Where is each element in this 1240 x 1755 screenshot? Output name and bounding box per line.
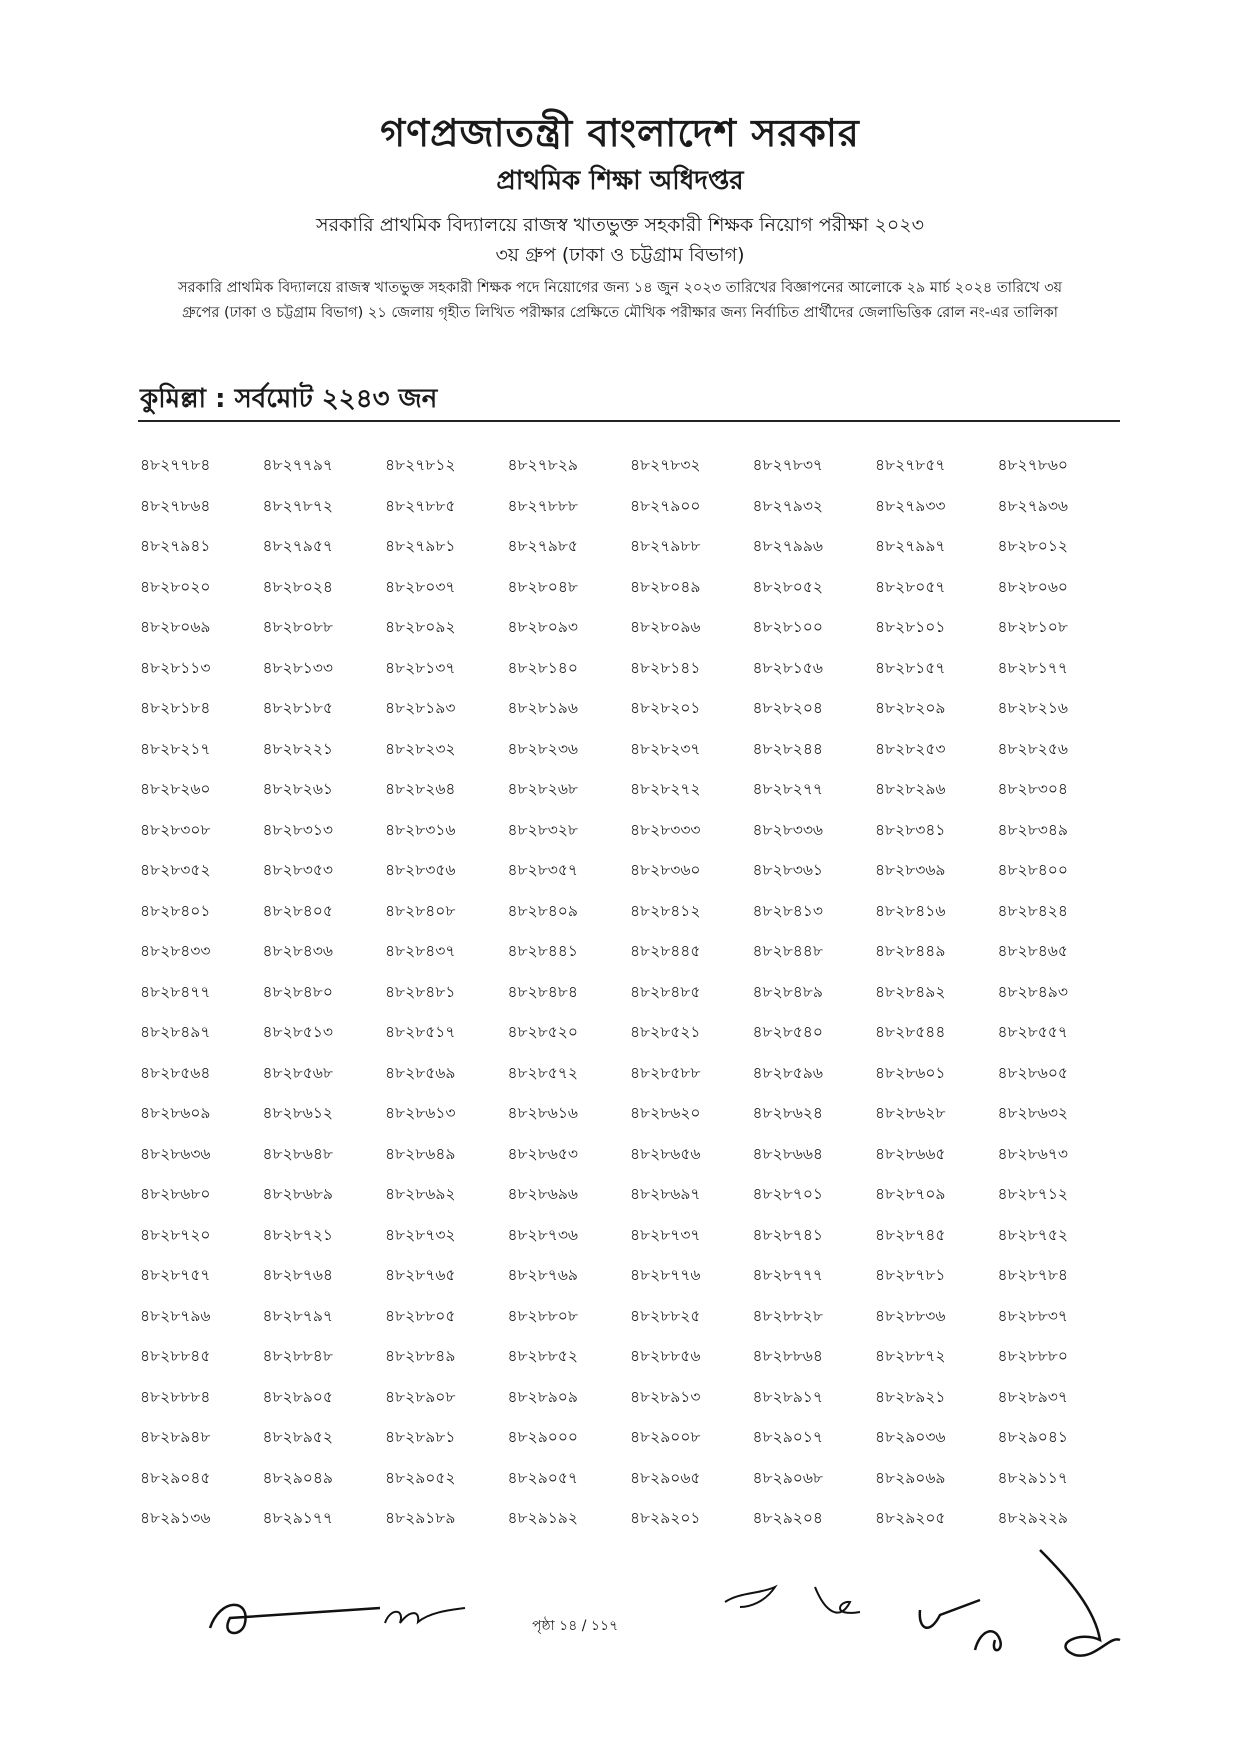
roll-number-cell: ৪৮২৮৮২৮ (752, 1306, 823, 1325)
roll-number-cell: ৪৮২৮৪৩৬ (262, 942, 333, 960)
roll-number-cell: ৪৮২৮৭৩৭ (630, 1225, 701, 1244)
roll-number-cell: ৪৮২৯০৫২ (385, 1468, 456, 1487)
roll-number-cell: ৪৮২৮১৯৩ (385, 699, 456, 717)
roll-number-cell: ৪৮২৮৫১৭ (385, 1023, 456, 1041)
roll-number-cell: ৪৮২৮০১২ (997, 537, 1068, 555)
roll-number-cell: ৪৮২৮৪৩৩ (140, 942, 211, 960)
roll-number-cell: ৪৮২৮৫৫৭ (997, 1023, 1068, 1041)
roll-number-cell: ৪৮২৯২০১ (630, 1509, 701, 1527)
roll-number-cell: ৪৮২৯০৪৯ (262, 1468, 333, 1487)
roll-number-cell: ৪৮২৮৮০৮ (507, 1306, 578, 1325)
roll-number-cell: ৪৮২৮৫৮৮ (630, 1063, 701, 1082)
roll-number-cell: ৪৮২৯০৬৮ (752, 1468, 823, 1487)
roll-number-cell: ৪৮২৮৭৯৭ (262, 1306, 333, 1325)
roll-number-cell: ৪৮২৮২৬৮ (507, 780, 578, 798)
roll-number-cell: ৪৮২৮৬৪৯ (385, 1144, 456, 1163)
roll-number-cell: ৪৮২৮২৩৭ (630, 739, 701, 758)
roll-number-cell: ৪৮২৮৩০৪ (997, 780, 1068, 798)
roll-number-cell: ৪৮২৭৮৮৫ (385, 496, 456, 515)
roll-number-cell: ৪৮২৮৪৬৫ (997, 942, 1068, 960)
roll-number-cell: ৪৮২৮৪৮১ (385, 982, 456, 1001)
roll-number-cell: ৪৮২৮৭৩২ (385, 1225, 456, 1244)
roll-number-cell: ৪৮২৮৭১২ (997, 1185, 1068, 1203)
roll-number-cell: ৪৮২৮১৪১ (630, 658, 701, 677)
roll-number-cell: ৪৮২৮৮৪৯ (385, 1347, 456, 1365)
roll-number-cell: ৪৮২৮৩২৮ (507, 820, 578, 839)
roll-number-cell: ৪৮২৮৪৮৫ (630, 982, 701, 1001)
roll-number-cell: ৪৮২৮১৮৫ (262, 699, 333, 717)
roll-number-cell: ৪৮২৭৯৯৭ (875, 537, 946, 555)
roll-number-cell: ৪৮২৯০১৭ (752, 1428, 823, 1446)
roll-number-cell: ৪৮২৯২২৯ (997, 1509, 1068, 1527)
roll-number-cell: ৪৮২৮৪০৯ (507, 901, 578, 920)
roll-number-cell: ৪৮২৯১৩৬ (140, 1509, 211, 1527)
heading-underline (138, 420, 1120, 422)
roll-number-cell: ৪৮২৮৯৩৭ (997, 1387, 1068, 1406)
roll-number-cell: ৪৮২৭৯৮১ (385, 537, 456, 555)
roll-number-cell: ৪৮২৮৪৪১ (507, 942, 578, 960)
roll-number-cell: ৪৮২৮৭৭৭ (752, 1266, 823, 1284)
roll-number-cell: ৪৮২৮৭৮৪ (997, 1266, 1068, 1284)
roll-number-cell: ৪৮২৯১১৭ (997, 1468, 1068, 1487)
roll-number-cell: ৪৮২৮৬৮০ (140, 1185, 211, 1203)
roll-number-cell: ৪৮২৮০৩৭ (385, 577, 456, 596)
roll-number-cell: ৪৮২৮৯২১ (875, 1387, 946, 1406)
roll-number-cell: ৪৮২৮৬৮৯ (262, 1185, 333, 1203)
roll-number-cell: ৪৮২৮৪০১ (140, 901, 211, 920)
roll-number-cell: ৪৮২৮২৫৩ (875, 739, 946, 758)
roll-number-cell: ৪৮২৮৬৯৭ (630, 1185, 701, 1203)
roll-number-cell: ৪৮২৭৯৩২ (752, 496, 823, 515)
roll-number-cell: ৪৮২৭৮৩২ (630, 456, 701, 474)
roll-number-cell: ৪৮২৯০৬৯ (875, 1468, 946, 1487)
roll-number-cell: ৪৮২৮৬১৩ (385, 1104, 456, 1122)
roll-number-cell: ৪৮২৮৭৪১ (752, 1225, 823, 1244)
roll-number-cell: ৪৮২৮৬৫৩ (507, 1144, 578, 1163)
roll-number-cell: ৪৮২৭৮৬৪ (140, 496, 211, 515)
roll-number-cell: ৪৮২৮৮৩৭ (997, 1306, 1068, 1325)
roll-number-cell: ৪৮২৮৪৪৯ (875, 942, 946, 960)
roll-number-cell: ৪৮২৮০৬৯ (140, 618, 211, 636)
roll-number-cell: ৪৮২৮৭০১ (752, 1185, 823, 1203)
roll-number-cell: ৪৮২৯২০৫ (875, 1509, 946, 1527)
roll-number-cell: ৪৮২৮০৪৯ (630, 577, 701, 596)
signature-4 (900, 1540, 1130, 1670)
roll-number-cell: ৪৮২৮৭৬৪ (262, 1266, 333, 1284)
roll-number-cell: ৪৮২৮৭৩৬ (507, 1225, 578, 1244)
roll-number-cell: ৪৮২৮৩৩৩ (630, 820, 701, 839)
roll-number-cell: ৪৮২৮১৫৬ (752, 658, 823, 677)
roll-number-cell: ৪৮২৮৬৪৮ (262, 1144, 333, 1163)
roll-number-cell: ৪৮২৮৬২০ (630, 1104, 701, 1122)
roll-number-cell: ৪৮২৯১৭৭ (262, 1509, 333, 1527)
roll-number-cell: ৪৮২৮২৭৭ (752, 780, 823, 798)
roll-number-cell: ৪৮২৮০৬০ (997, 577, 1068, 596)
roll-number-cell: ৪৮২৮২৩৬ (507, 739, 578, 758)
roll-number-cell: ৪৮২৮৭৪৫ (875, 1225, 946, 1244)
roll-number-cell: ৪৮২৮৩৪৯ (997, 820, 1068, 839)
roll-number-cell: ৪৮২৮৩৫৩ (262, 861, 333, 879)
roll-number-cell: ৪৮২৮২০১ (630, 699, 701, 717)
roll-number-cell: ৪৮২৯২০৪ (752, 1509, 823, 1527)
roll-number-cell: ৪৮২৮৬০৯ (140, 1104, 211, 1122)
roll-number-cell: ৪৮২৮১৮৪ (140, 699, 211, 717)
roll-number-cell: ৪৮২৮৩০৮ (140, 820, 211, 839)
roll-number-cell: ৪৮২৮২১৬ (997, 699, 1068, 717)
roll-number-cell: ৪৮২৮৯০৫ (262, 1387, 333, 1406)
roll-number-cell: ৪৮২৭৮৭২ (262, 496, 333, 515)
roll-number-cell: ৪৮২৮২৬১ (262, 780, 333, 798)
roll-number-cell: ৪৮২৮৫৬৪ (140, 1063, 211, 1082)
roll-number-cell: ৪৮২৮১০০ (752, 618, 823, 636)
roll-number-cell: ৪৮২৮৪৯৩ (997, 982, 1068, 1001)
roll-number-cell: ৪৮২৮৭২১ (262, 1225, 333, 1244)
roll-number-cell: ৪৮২৮৫৬৮ (262, 1063, 333, 1082)
roll-number-cell: ৪৮২৮৪১৬ (875, 901, 946, 920)
roll-number-cell: ৪৮২৮৯৪৮ (140, 1428, 211, 1446)
roll-number-cell: ৪৮২৭৯৯৬ (752, 537, 823, 555)
roll-number-cell: ৪৮২৮৫৬৯ (385, 1063, 456, 1082)
roll-number-cell: ৪৮২৮২৭২ (630, 780, 701, 798)
roll-number-cell: ৪৮২৭৮২৯ (507, 456, 578, 474)
roll-number-cell: ৪৮২৮৮০৫ (385, 1306, 456, 1325)
roll-number-cell: ৪৮২৮০৪৮ (507, 577, 578, 596)
roll-number-cell: ৪৮২৭৮৩৭ (752, 456, 823, 474)
roll-number-cell: ৪৮২৭৯৮৫ (507, 537, 578, 555)
signature-3 (720, 1572, 880, 1642)
roll-number-cell: ৪৮২৮৭৬৫ (385, 1266, 456, 1284)
roll-number-cell: ৪৮২৮২১৭ (140, 739, 211, 758)
roll-number-cell: ৪৮২৮৯১৩ (630, 1387, 701, 1406)
roll-number-cell: ৪৮২৮৫২১ (630, 1023, 701, 1041)
roll-number-cell: ৪৮২৮৭০৯ (875, 1185, 946, 1203)
roll-number-cell: ৪৮২৮৯১৭ (752, 1387, 823, 1406)
exam-title: সরকারি প্রাথমিক বিদ্যালয়ে রাজস্ব খাতভুক্ত সহকারী শিক্ষক নিয়োগ পরীক্ষা ২০২৩ (316, 214, 924, 236)
roll-number-cell: ৪৮২৮০২০ (140, 577, 211, 596)
district-heading: কুমিল্লা : সর্বমোট ২২৪৩ জন (140, 384, 438, 414)
roll-number-cell: ৪৮২৮১৪০ (507, 658, 578, 677)
roll-number-cell: ৪৮২৮৩৬০ (630, 861, 701, 879)
roll-number-cell: ৪৮২৮৮৫২ (507, 1347, 578, 1365)
roll-number-cell: ৪৮২৭৮৫৭ (875, 456, 946, 474)
roll-number-cell: ৪৮২৮৫৪০ (752, 1023, 823, 1041)
roll-number-cell: ৪৮২৮৬১৬ (507, 1104, 578, 1122)
roll-number-cell: ৪৮২৮৭৫৭ (140, 1266, 211, 1284)
roll-number-cell: ৪৮২৮৪১৩ (752, 901, 823, 920)
signature-2 (380, 1598, 470, 1638)
roll-number-cell: ৪৮২৮৫২০ (507, 1023, 578, 1041)
roll-number-cell: ৪৮২৭৯০০ (630, 496, 701, 515)
roll-number-cell: ৪৮২৮৬০৫ (997, 1063, 1068, 1082)
roll-number-cell: ৪৮২৮১৫৭ (875, 658, 946, 677)
roll-number-cell: ৪৮২৮২২১ (262, 739, 333, 758)
roll-number-cell: ৪৮২৭৭৯৭ (262, 456, 333, 474)
roll-number-cell: ৪৮২৮২০৯ (875, 699, 946, 717)
roll-number-cell: ৪৮২৮৬৭৩ (997, 1144, 1068, 1163)
roll-number-cell: ৪৮২৮০৮৮ (262, 618, 333, 636)
roll-number-cell: ৪৮২৮৪০০ (997, 861, 1068, 879)
roll-number-cell: ৪৮২৯০৬৫ (630, 1468, 701, 1487)
roll-number-cell: ৪৮২৮৪৮৯ (752, 982, 823, 1001)
roll-number-cell: ৪৮২৮৩৫৭ (507, 861, 578, 879)
roll-number-cell: ৪৮২৮২৩২ (385, 739, 456, 758)
roll-number-cell: ৪৮২৮৬৬৪ (752, 1144, 823, 1163)
roll-number-cell: ৪৮২৮৬৯৬ (507, 1185, 578, 1203)
roll-number-cell: ৪৮২৭৮৮৮ (507, 496, 578, 515)
roll-number-cell: ৪৮২৯১৯২ (507, 1509, 578, 1527)
roll-number-cell: ৪৮২৮৩৩৬ (752, 820, 823, 839)
roll-number-cell: ৪৮২৮১৯৬ (507, 699, 578, 717)
roll-number-cell: ৪৮২৮৩১৬ (385, 820, 456, 839)
roll-number-cell: ৪৮২৮৮৪৫ (140, 1347, 211, 1365)
roll-number-cell: ৪৮২৭৭৮৪ (140, 456, 211, 474)
roll-number-cell: ৪৮২৮৭৮১ (875, 1266, 946, 1284)
roll-number-cell: ৪৮২৯০০০ (507, 1428, 578, 1446)
roll-number-cell: ৪৮২৭৯৪১ (140, 537, 211, 555)
roll-number-grid (140, 445, 1120, 1539)
roll-number-cell: ৪৮২৭৯৫৭ (262, 537, 333, 555)
roll-number-cell: ৪৮২৮৪১২ (630, 901, 701, 920)
roll-number-cell: ৪৮২৮৪৮০ (262, 982, 333, 1001)
roll-number-cell: ৪৮২৯০৪১ (997, 1428, 1068, 1446)
roll-number-cell: ৪৮২৮৪৪৫ (630, 942, 701, 960)
roll-number-cell: ৪৮২৭৮১২ (385, 456, 456, 474)
roll-number-cell: ৪৮২৭৮৬০ (997, 456, 1068, 474)
roll-number-cell: ৪৮২৮৬১২ (262, 1104, 333, 1122)
roll-number-cell: ৪৮২৮১০১ (875, 618, 946, 636)
roll-number-cell: ৪৮২৮১১৩ (140, 658, 211, 677)
roll-number-cell: ৪৮২৮৪৯২ (875, 982, 946, 1001)
roll-number-cell: ৪৮২৮৪৮৪ (507, 982, 578, 1001)
roll-number-cell: ৪৮২৮৬৩৬ (140, 1144, 211, 1163)
roll-number-cell: ৪৮২৮৮২৫ (630, 1306, 701, 1325)
roll-number-cell: ৪৮২৮৯৮১ (385, 1428, 456, 1446)
roll-number-cell: ৪৮২৯০০৮ (630, 1428, 701, 1446)
roll-number-cell: ৪৮২৯০৩৬ (875, 1428, 946, 1446)
roll-number-cell: ৪৮২৮৪৩৭ (385, 942, 456, 960)
signature-1 (200, 1588, 400, 1648)
roll-number-cell: ৪৮২৮৬৯২ (385, 1185, 456, 1203)
roll-number-cell: ৪৮২৮৭৭৬ (630, 1266, 701, 1284)
roll-number-cell: ৪৮২৮৩৬১ (752, 861, 823, 879)
roll-number-cell: ৪৮২৮১০৮ (997, 618, 1068, 636)
roll-number-cell: ৪৮২৮৬৬৫ (875, 1144, 946, 1163)
roll-number-cell: ৪৮২৮২৬৪ (385, 780, 456, 798)
roll-number-cell: ৪৮২৮৩৫৬ (385, 861, 456, 879)
roll-number-cell: ৪৮২৮৫৪৪ (875, 1023, 946, 1041)
roll-number-cell: ৪৮২৮৮৮০ (997, 1347, 1068, 1365)
roll-number-cell: ৪৮২৮৬২৮ (875, 1104, 946, 1122)
roll-number-cell: ৪৮২৮০২৪ (262, 577, 333, 596)
roll-number-cell: ৪৮২৯১৮৯ (385, 1509, 456, 1527)
roll-number-cell: ৪৮২৮৪২৪ (997, 901, 1068, 920)
roll-number-cell: ৪৮২৮৭৬৯ (507, 1266, 578, 1284)
roll-number-cell: ৪৮২৯০৫৭ (507, 1468, 578, 1487)
roll-number-cell: ৪৮২৮৯০৯ (507, 1387, 578, 1406)
roll-number-cell: ৪৮২৮০৯৩ (507, 618, 578, 636)
roll-number-cell: ৪৮২৮৪০৮ (385, 901, 456, 920)
roll-number-cell: ৪৮২৭৯৮৮ (630, 537, 701, 555)
roll-number-cell: ৪৮২৮৬৫৬ (630, 1144, 701, 1163)
roll-number-cell: ৪৮২৮৮৪৮ (262, 1347, 333, 1365)
roll-number-cell: ৪৮২৮৮৫৬ (630, 1347, 701, 1365)
roll-number-cell: ৪৮২৮২৯৬ (875, 780, 946, 798)
roll-number-cell: ৪৮২৮৪৭৭ (140, 982, 211, 1001)
roll-number-cell: ৪৮২৮২০৪ (752, 699, 823, 717)
roll-number-cell: ৪৮২৮০৯৬ (630, 618, 701, 636)
roll-number-cell: ৪৮২৮০৫৭ (875, 577, 946, 596)
roll-number-cell: ৪৮২৮৯০৮ (385, 1387, 456, 1406)
roll-number-cell: ৪৮২৮৬২৪ (752, 1104, 823, 1122)
roll-number-cell: ৪৮২৮৭২০ (140, 1225, 211, 1244)
roll-number-cell: ৪৮২৮২৪৪ (752, 739, 823, 758)
document-header (0, 108, 1240, 326)
government-title: গণপ্রজাতন্ত্রী বাংলাদেশ সরকার (380, 110, 860, 155)
exam-group: ৩য় গ্রুপ (ঢাকা ও চট্টগ্রাম বিভাগ) (495, 244, 745, 266)
roll-number-cell: ৪৮২৮৮৭২ (875, 1347, 946, 1365)
roll-number-cell: ৪৮২৮৭৯৬ (140, 1306, 211, 1325)
roll-number-cell: ৪৮২৮৪৪৮ (752, 942, 823, 960)
roll-number-cell: ৪৮২৮৭৫২ (997, 1225, 1068, 1244)
department-name: প্রাথমিক শিক্ষা অধিদপ্তর (496, 166, 744, 196)
roll-number-cell: ৪৮২৮৬৩২ (997, 1104, 1068, 1122)
roll-number-cell: ৪৮২৭৯৩৬ (997, 496, 1068, 515)
roll-number-cell: ৪৮২৮৮৬৪ (752, 1347, 823, 1365)
roll-number-cell: ৪৮২৮৫৭২ (507, 1063, 578, 1082)
roll-number-cell: ৪৮২৮৩৫২ (140, 861, 211, 879)
roll-number-cell: ৪৮২৮৮৩৬ (875, 1306, 946, 1325)
roll-number-cell: ৪৮২৮৩৪১ (875, 820, 946, 839)
roll-number-cell: ৪৮২৮০৫২ (752, 577, 823, 596)
page-number: পৃষ্ঠা ১৪ / ১১৭ (532, 1618, 619, 1634)
roll-number-cell: ৪৮২৮১৭৭ (997, 658, 1068, 677)
roll-number-cell: ৪৮২৮১৩৩ (262, 658, 333, 677)
roll-number-cell: ৪৮২৮৬০১ (875, 1063, 946, 1082)
roll-number-cell: ৪৮২৮৪৯৭ (140, 1023, 211, 1041)
roll-number-cell: ৪৮২৮৩১৩ (262, 820, 333, 839)
roll-number-cell: ৪৮২৮১৩৭ (385, 658, 456, 677)
roll-number-cell: ৪৮২৮৫৯৬ (752, 1063, 823, 1082)
notice-text: সরকারি প্রাথমিক বিদ্যালয়ে রাজস্ব খাতভুক্ত সহকারী শিক্ষক পদে নিয়োগের জন্য ১৪ জুন ২০২৩ তারিখের বিজ্ঞাপনের আলোকে ২৯ মার্চ ২০২৪ তারিখে ৩য় গ্রুপের (ঢাকা ও চট্টগ্রাম বিভাগ) ২১ জেলায় গৃহীত লিখিত পরীক্ষার প্রেক্ষিতে মৌখিক পরীক্ষার জন্য নির্বাচিত প্রার্থীদের জেলাভিত্তিক রোল নং-এর তালিকা (177, 280, 1063, 321)
roll-number-cell: ৪৮২৮০৯২ (385, 618, 456, 636)
roll-number-cell: ৪৮২৭৯৩৩ (875, 496, 946, 515)
roll-number-cell: ৪৮২৯০৪৫ (140, 1468, 211, 1487)
roll-number-cell: ৪৮২৮২৫৬ (997, 739, 1068, 758)
roll-number-cell: ৪৮২৮৯৫২ (262, 1428, 333, 1446)
roll-number-cell: ৪৮২৮৩৬৯ (875, 861, 946, 879)
roll-number-cell: ৪৮২৮৮৮৪ (140, 1387, 211, 1406)
roll-number-cell: ৪৮২৮২৬০ (140, 780, 211, 798)
roll-number-cell: ৪৮২৮৪০৫ (262, 901, 333, 920)
roll-number-cell: ৪৮২৮৫১৩ (262, 1023, 333, 1041)
